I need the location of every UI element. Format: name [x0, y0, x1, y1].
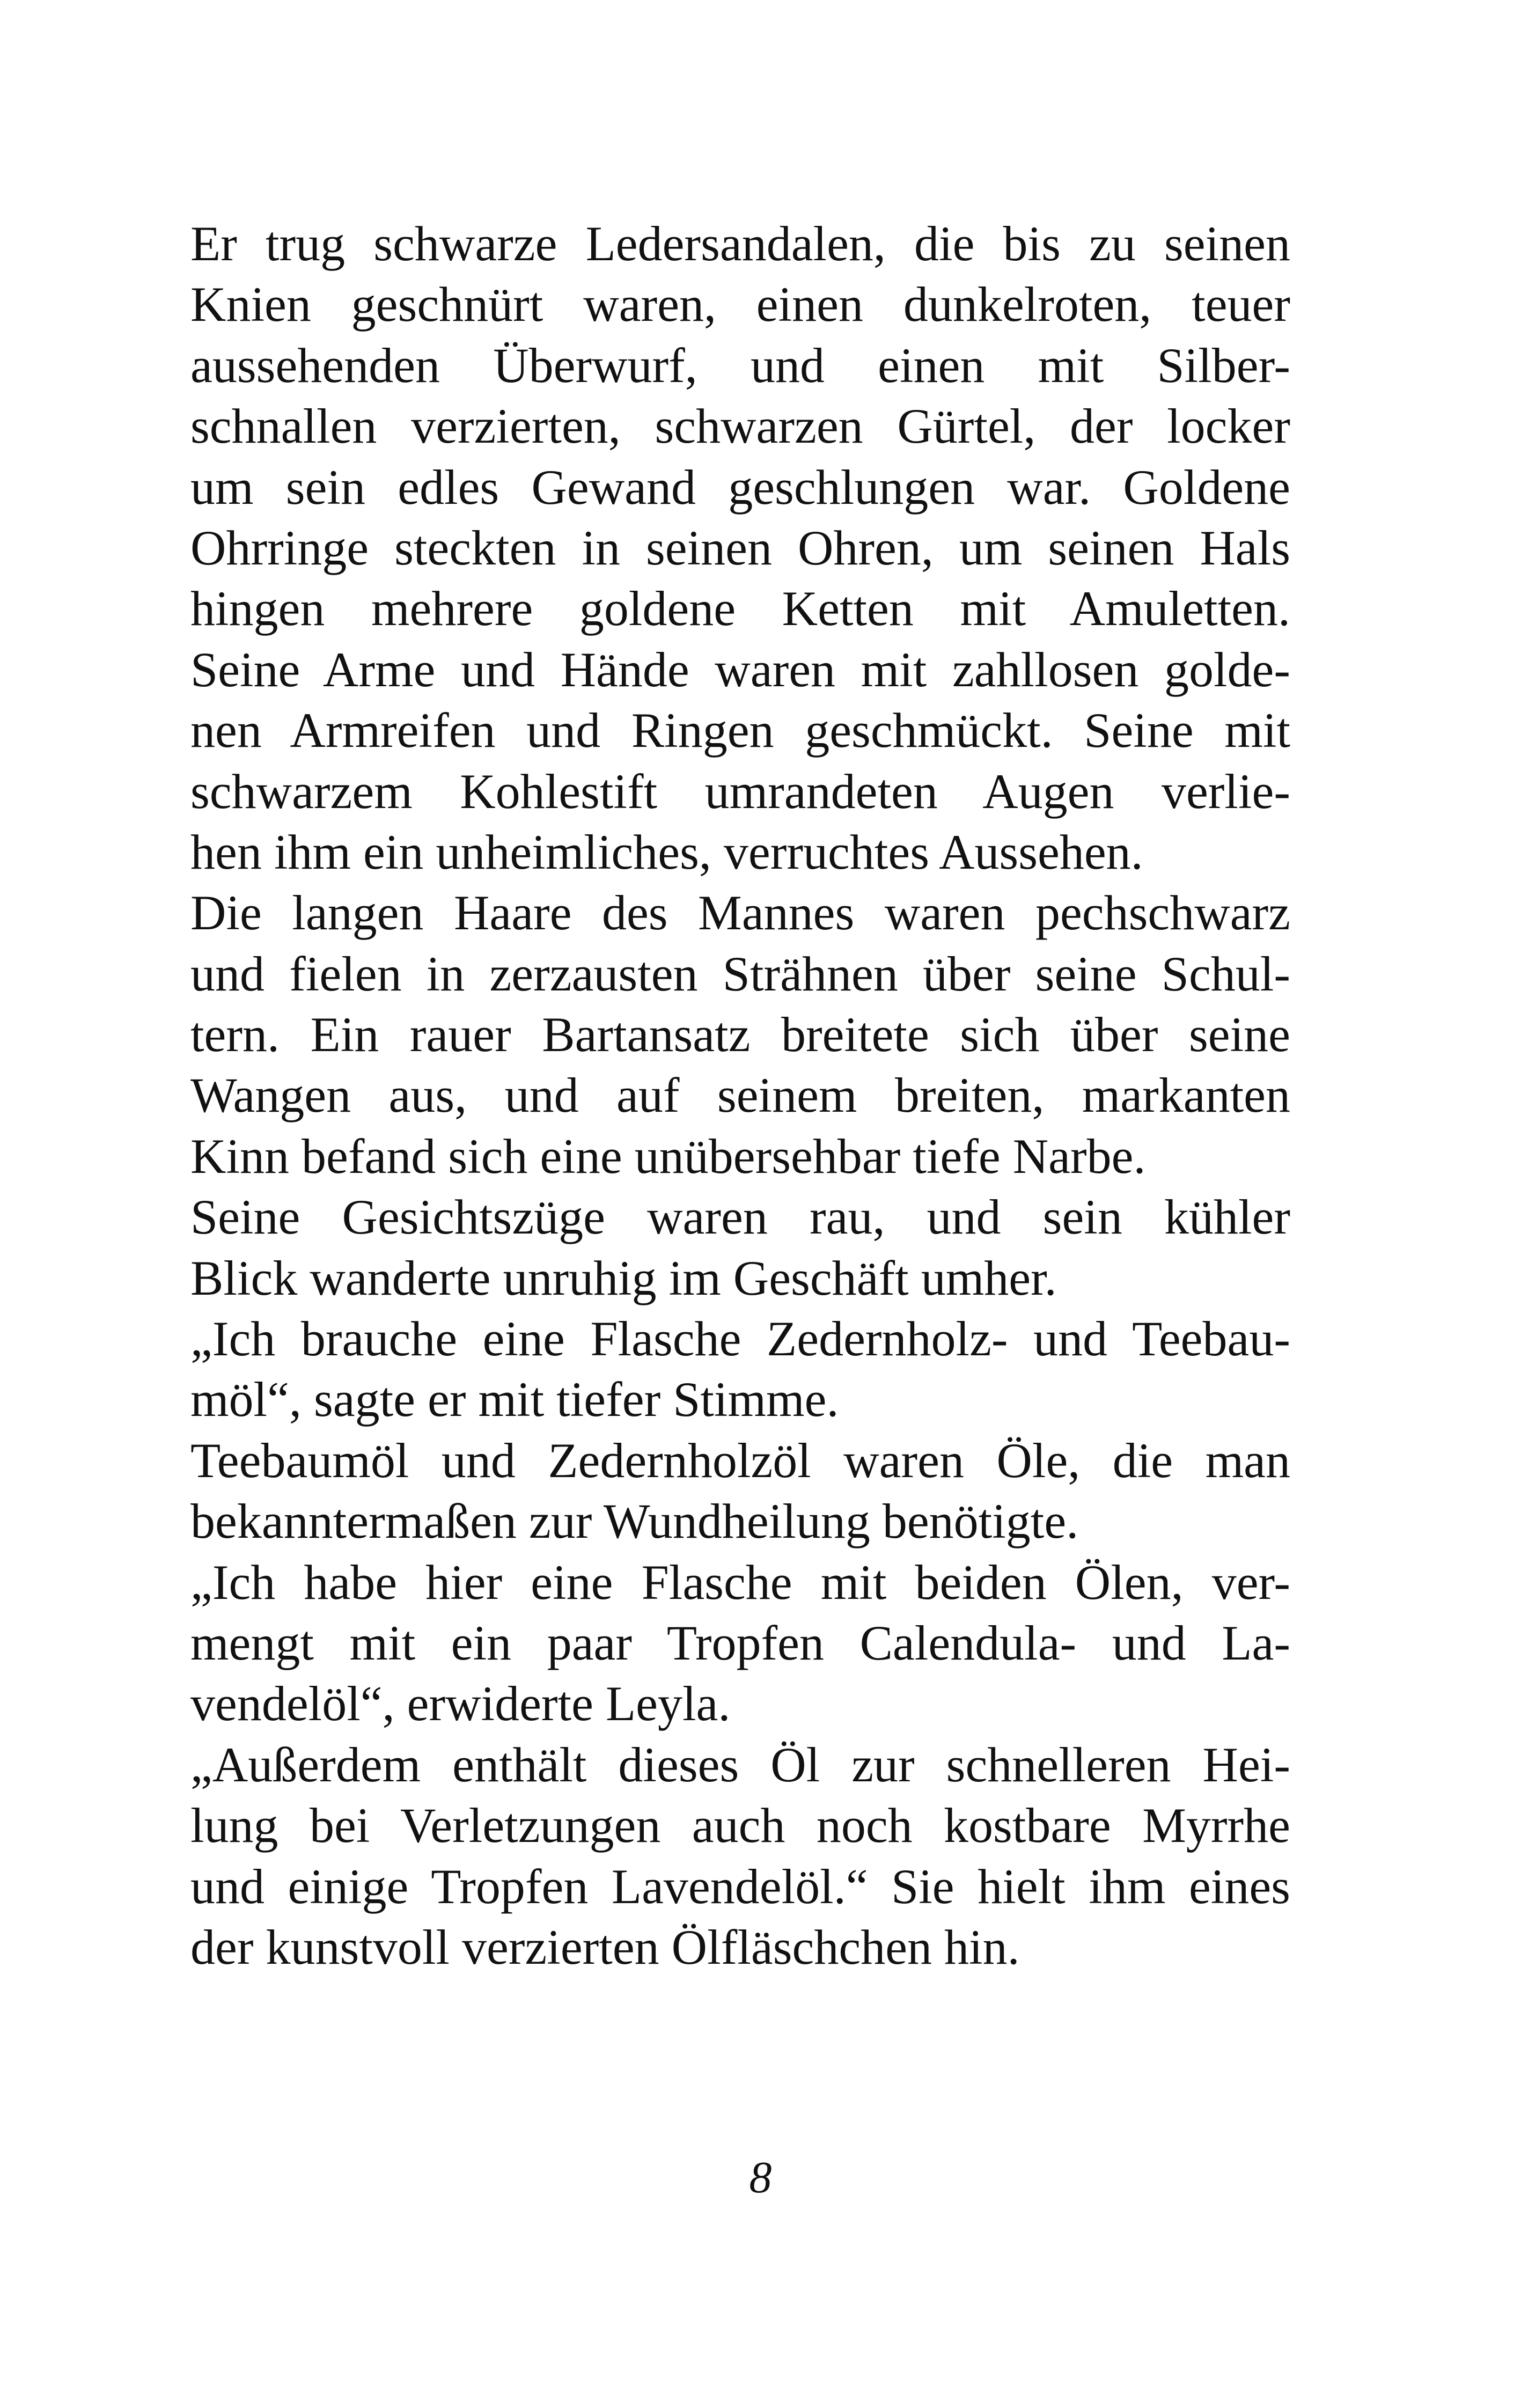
text-line: hen ihm ein unheimliches, verruchtes Aussehen.: [190, 824, 1143, 879]
text-line: und einige Tropfen Lavendelöl.“ Sie hielt ihm eines: [190, 1859, 1290, 1914]
text-line: „Außerdem enthält dieses Öl zur schnelleren Hei-: [190, 1737, 1290, 1792]
text-line: der kunstvoll verzierten Ölfläschchen hin.: [190, 1919, 1020, 1974]
text-line: schwarzem Kohlestift umrandeten Augen verlie-: [190, 763, 1290, 819]
page-number: 8: [749, 2153, 772, 2203]
text-line: lung bei Verletzungen auch noch kostbare Myrrhe: [190, 1798, 1290, 1853]
text-line: Ohrringe steckten in seinen Ohren, um seinen Hals: [190, 520, 1290, 575]
text-line: Blick wanderte unruhig im Geschäft umher.: [190, 1250, 1057, 1305]
text-line: Wangen aus, und auf seinem breiten, markanten: [190, 1068, 1290, 1123]
text-line: möl“, sagte er mit tiefer Stimme.: [190, 1372, 839, 1427]
text-line: Knien geschnürt waren, einen dunkelroten, teuer: [190, 277, 1290, 332]
text-line: Seine Arme und Hände waren mit zahllosen golde-: [190, 642, 1290, 697]
text-line: bekanntermaßen zur Wundheilung benötigte.: [190, 1494, 1079, 1549]
text-line: „Ich brauche eine Flasche Zedernholz- und Teebau-: [190, 1311, 1290, 1367]
text-line: Teebaumöl und Zedernholzöl waren Öle, die man: [190, 1433, 1290, 1488]
text-line: und fielen in zerzausten Strähnen über seine Schul-: [190, 946, 1290, 1001]
text-line: „Ich habe hier eine Flasche mit beiden Ölen, ver-: [190, 1554, 1290, 1610]
text-line: nen Armreifen und Ringen geschmückt. Seine mit: [190, 703, 1290, 758]
text-line: Die langen Haare des Mannes waren pechschwarz: [190, 885, 1290, 941]
text-line: vendelöl“, erwiderte Leyla.: [190, 1676, 731, 1731]
body-text: [190, 214, 1290, 1978]
text-line: hingen mehrere goldene Ketten mit Amuletten.: [190, 581, 1290, 636]
text-line: Seine Gesichtszüge waren rau, und sein kühler: [190, 1190, 1290, 1245]
text-line: tern. Ein rauer Bartansatz breitete sich über seine: [190, 1007, 1290, 1062]
text-line: aussehenden Überwurf, und einen mit Silber-: [190, 337, 1290, 393]
text-line: schnallen verzierten, schwarzen Gürtel, der locker: [190, 399, 1290, 454]
text-line: mengt mit ein paar Tropfen Calendula- und La-: [190, 1615, 1290, 1670]
text-line: Kinn befand sich eine unübersehbar tiefe Narbe.: [190, 1128, 1146, 1184]
text-line: um sein edles Gewand geschlungen war. Goldene: [190, 459, 1290, 515]
text-line: Er trug schwarze Ledersandalen, die bis zu seinen: [190, 216, 1290, 271]
